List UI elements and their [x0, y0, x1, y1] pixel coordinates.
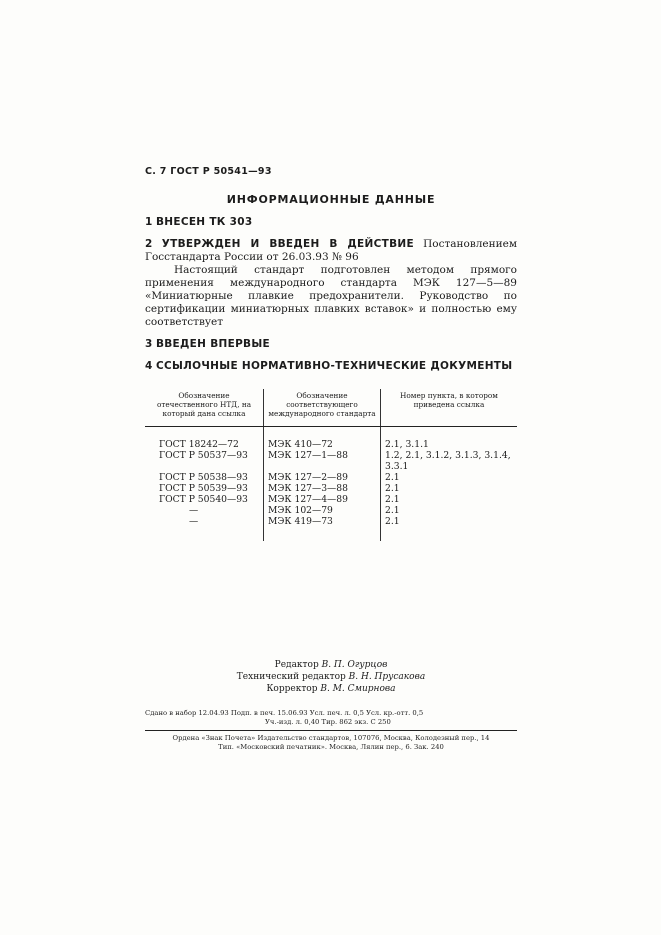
item-4 [145, 360, 517, 373]
item-paragraph: Настоящий стандарт подготовлен методом прямого применения международного стандарта МЭК 127—5—89 «Миниатюрные плавкие предохранители. Руководство по сертификации миниатюрных плавких вставок» и полностью ему соответствует [145, 264, 517, 328]
credit-name: В. П. Огурцов [321, 660, 388, 670]
international-standard-cell: МЭК 102—79 [264, 505, 381, 516]
page-content [145, 166, 517, 752]
clause-number-cell: 2.1, 3.1.1 [385, 439, 429, 450]
credits [145, 659, 517, 695]
clause-number-cell: 2.1 [385, 505, 400, 516]
credit-name: В. М. Смирнова [320, 684, 396, 694]
credit-line [145, 671, 517, 683]
domestic-standard-cell: ГОСТ Р 50537—93 [145, 450, 264, 472]
domestic-standard-cell: ГОСТ 18242—72 [145, 427, 264, 451]
item-text: Постановлением Госстандарта России от 26.03.93 № 96 [145, 238, 518, 263]
item-heading: ВВЕДЕН ВПЕРВЫЕ [155, 338, 271, 350]
international-standard-cell: МЭК 419—73 [264, 516, 381, 541]
column-header: Номер пункта, в котором приведена ссылка [381, 389, 518, 427]
clause-number-cell: 2.1 [385, 483, 400, 494]
printer-line: Тип. «Московский печатник». Москва, Лялин пер., 6. Зак. 240 [218, 743, 444, 751]
table-row [145, 505, 517, 516]
clause-number-cell: 2.1 [385, 494, 400, 505]
clause-number-cell: 1.2, 2.1, 3.1.2, 3.1.3, 3.1.4, 3.3.1 [385, 450, 511, 472]
imprint-line: Сдано в набор 12.04.93 Подп. в печ. 15.06.93 Усл. печ. л. 0,5 Усл. кр.-отт. 0,5 [145, 709, 424, 717]
domestic-standard-cell: — [145, 505, 264, 516]
table-row [145, 472, 517, 483]
domestic-standard-cell: — [145, 516, 264, 541]
domestic-standard-cell: ГОСТ Р 50538—93 [145, 472, 264, 483]
item-heading: ВНЕСЕН ТК 303 [155, 216, 253, 228]
credit-role: Технический редактор [236, 672, 346, 682]
clause-number-cell: 2.1 [385, 516, 400, 527]
section-title: ИНФОРМАЦИОННЫЕ ДАННЫЕ [226, 193, 436, 206]
international-standard-cell: МЭК 127—2—89 [264, 472, 381, 483]
imprint [145, 709, 517, 727]
domestic-standard-cell: ГОСТ Р 50540—93 [145, 494, 264, 505]
imprint-line: Уч.-изд. л. 0,40 Тир. 862 экз. С 250 [265, 718, 391, 726]
international-standard-cell: МЭК 127—3—88 [264, 483, 381, 494]
reference-table [145, 389, 517, 541]
credit-name: В. Н. Прусакова [348, 672, 426, 682]
item-number: 3 [145, 338, 153, 350]
table-row [145, 427, 517, 451]
item-number: 2 [145, 238, 153, 250]
table-row [145, 516, 517, 541]
domestic-standard-cell: ГОСТ Р 50539—93 [145, 483, 264, 494]
item-number: 4 [145, 360, 153, 372]
international-standard-cell: МЭК 410—72 [264, 427, 381, 451]
item-3 [145, 338, 517, 351]
column-header: Обозначение отечественного НТД, на который дана ссылка [145, 389, 264, 427]
credit-role: Редактор [274, 660, 319, 670]
item-number: 1 [145, 216, 153, 228]
publisher-line: Ордена «Знак Почета» Издательство стандартов, 107076, Москва, Колодезный пер., 14 [172, 734, 490, 742]
item-heading: УТВЕРЖДЕН И ВВЕДЕН В ДЕЙСТВИЕ [161, 238, 414, 250]
item-heading: ССЫЛОЧНЫЕ НОРМАТИВНО-ТЕХНИЧЕСКИЕ ДОКУМЕНТЫ [155, 360, 513, 372]
table-row [145, 483, 517, 494]
column-header: Обозначение соответствующего международного стандарта [264, 389, 381, 427]
page-header: С. 7 ГОСТ Р 50541—93 [145, 166, 272, 177]
international-standard-cell: МЭК 127—1—88 [264, 450, 381, 472]
table-row [145, 450, 517, 472]
credit-line [145, 683, 517, 695]
clause-number-cell: 2.1 [385, 472, 400, 483]
credit-role: Корректор [266, 684, 318, 694]
table-row [145, 494, 517, 505]
item-1 [145, 216, 517, 229]
publisher-info [145, 734, 517, 752]
international-standard-cell: МЭК 127—4—89 [264, 494, 381, 505]
credit-line [145, 659, 517, 671]
item-2 [145, 238, 517, 329]
divider [145, 730, 517, 731]
